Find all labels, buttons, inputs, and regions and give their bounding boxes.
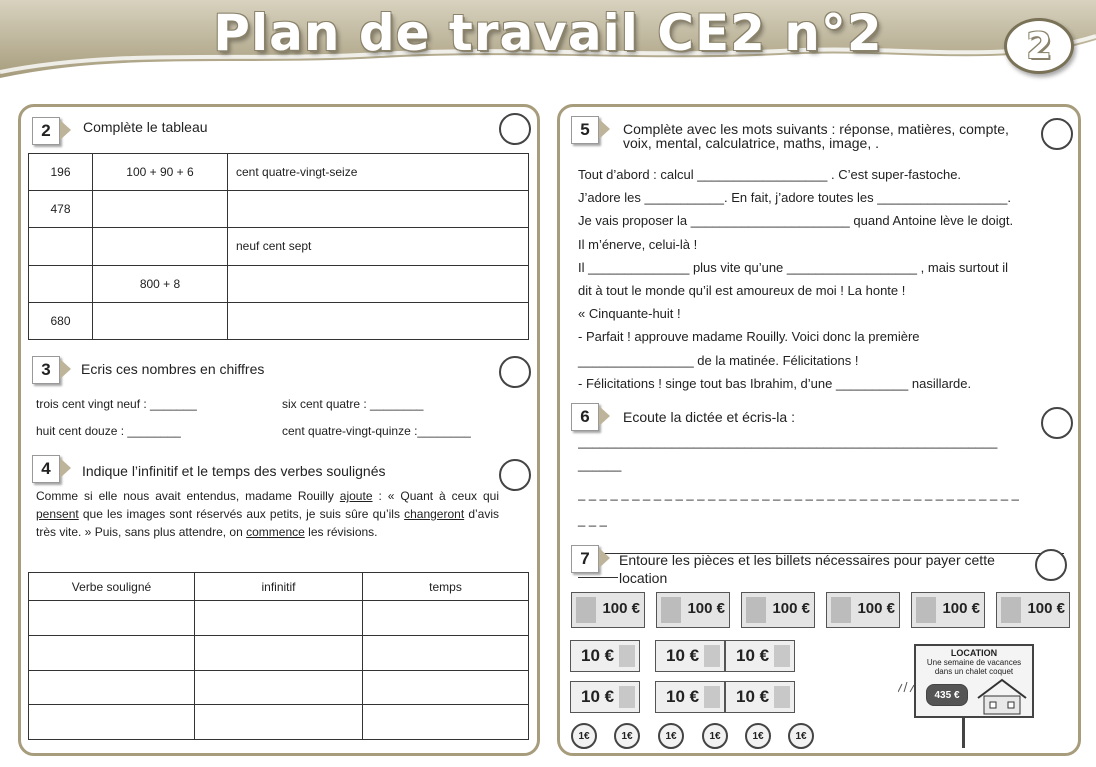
exercise-5-text bbox=[578, 163, 1062, 395]
sign-post bbox=[962, 718, 965, 748]
table-row bbox=[29, 265, 529, 302]
bill-100-euro[interactable]: 100 € bbox=[656, 592, 730, 628]
bill-10-euro[interactable]: 10 € bbox=[725, 681, 795, 713]
location-title: LOCATION bbox=[950, 648, 998, 658]
exercise-2-instruction: Complète le tableau bbox=[83, 119, 208, 135]
table-cell[interactable] bbox=[228, 265, 529, 302]
underlined-verb: pensent bbox=[36, 507, 79, 521]
table-cell[interactable] bbox=[29, 228, 93, 265]
text-line: « Cinquante-huit ! bbox=[578, 306, 681, 322]
underlined-verb: changeront bbox=[404, 507, 465, 521]
exercise-2-check-circle[interactable] bbox=[499, 113, 531, 145]
exercise-5-badge: 5 bbox=[571, 116, 601, 142]
arrow-icon bbox=[60, 359, 71, 379]
coin-1-euro[interactable]: 1€ bbox=[571, 723, 597, 749]
location-line-1: Une semaine de vacances bbox=[926, 658, 1022, 667]
verb-table bbox=[28, 572, 529, 740]
exercise-3-badge: 3 bbox=[32, 356, 62, 382]
table-cell[interactable] bbox=[363, 601, 529, 636]
table-cell[interactable] bbox=[29, 265, 93, 302]
table-cell[interactable] bbox=[195, 601, 363, 636]
exercise-4-passage: Comme si elle nous avait entendus, madame Rouilly ajoute : « Quant à ceux qui pensent que les images sont réservés aux petits, je suis sûre qu’ils changeront d’avis très vite. » Puis, sans plus attendre, on commence les révisions. bbox=[36, 489, 499, 539]
text-line: Tout d’abord : calcul __________________ . C’est super-fastoche. bbox=[578, 167, 962, 182]
header-infinitif: infinitif bbox=[195, 573, 363, 601]
text-line: ________________ de la matinée. Félicitations ! bbox=[578, 352, 859, 368]
bill-10-euro[interactable]: 10 € bbox=[655, 681, 725, 713]
bill-100-euro[interactable]: 100 € bbox=[826, 592, 900, 628]
exercise-3-item-4: cent quatre-vingt-quinze :________ bbox=[282, 424, 471, 438]
table-row bbox=[29, 228, 529, 265]
portrait-icon bbox=[831, 597, 851, 623]
text-line: J’adore les ___________. En fait, j’adore toutes les __________________. bbox=[578, 190, 1011, 206]
table-cell[interactable] bbox=[93, 191, 228, 228]
table-cell: 100 + 90 + 6 bbox=[93, 154, 228, 191]
separator-line bbox=[578, 577, 618, 578]
portrait-icon bbox=[704, 686, 720, 708]
table-cell[interactable] bbox=[363, 705, 529, 740]
coin-1-euro[interactable]: 1€ bbox=[745, 723, 771, 749]
table-cell[interactable] bbox=[363, 670, 529, 705]
exercise-3-item-2: six cent quatre : ________ bbox=[282, 397, 424, 411]
exercise-3-item-3: huit cent douze : ________ bbox=[36, 424, 181, 438]
table-row bbox=[29, 191, 529, 228]
table-cell[interactable] bbox=[93, 228, 228, 265]
portrait-icon bbox=[619, 686, 635, 708]
bill-10-euro[interactable]: 10 € bbox=[570, 640, 640, 672]
table-cell[interactable] bbox=[228, 191, 529, 228]
exercise-4-check-circle[interactable] bbox=[499, 459, 531, 491]
dictation-line[interactable]: ______ bbox=[578, 457, 622, 472]
arrow-icon bbox=[599, 119, 610, 139]
text-line: - Parfait ! approuve madame Rouilly. Voici donc la première bbox=[578, 329, 920, 345]
location-sign bbox=[914, 644, 1034, 718]
table-cell: neuf cent sept bbox=[228, 228, 529, 265]
text-line: Je vais proposer la ______________________ quand Antoine lève le doigt. bbox=[578, 213, 1014, 229]
portrait-icon bbox=[916, 597, 936, 623]
table-cell[interactable] bbox=[29, 601, 195, 636]
exercise-3-check-circle[interactable] bbox=[499, 356, 531, 388]
underlined-verb: ajoute bbox=[339, 489, 373, 503]
exercise-2-badge: 2 bbox=[32, 117, 62, 143]
bill-100-euro[interactable]: 100 € bbox=[741, 592, 815, 628]
text-line: Il ______________ plus vite qu’une __________________ , mais surtout il bbox=[578, 259, 1009, 275]
exercise-4-instruction: Indique l’infinitif et le temps des verbes soulignés bbox=[82, 463, 386, 479]
table-cell[interactable] bbox=[93, 302, 228, 339]
number-table bbox=[28, 153, 529, 340]
exercise-7-check-circle[interactable] bbox=[1035, 549, 1067, 581]
location-price: 435 € bbox=[926, 684, 968, 706]
exercise-5-instruction: Complète avec les mots suivants : réponse, matières, compte, voix, mental, calculatrice, maths, image, . bbox=[623, 121, 1009, 151]
grass-icon bbox=[898, 682, 918, 694]
table-cell[interactable] bbox=[195, 635, 363, 670]
portrait-icon bbox=[774, 645, 790, 667]
dictation-line[interactable]: __________________________________________________________ bbox=[578, 434, 998, 449]
portrait-icon bbox=[661, 597, 681, 623]
table-cell[interactable] bbox=[29, 705, 195, 740]
text-line: Il m’énerve, celui-là ! bbox=[578, 236, 698, 252]
portrait-icon bbox=[619, 645, 635, 667]
exercise-6-instruction: Ecoute la dictée et écris-la : bbox=[623, 409, 795, 425]
coin-1-euro[interactable]: 1€ bbox=[614, 723, 640, 749]
bill-100-euro[interactable]: 100 € bbox=[571, 592, 645, 628]
exercise-6-badge: 6 bbox=[571, 403, 601, 429]
table-cell[interactable] bbox=[363, 635, 529, 670]
table-row bbox=[29, 302, 529, 339]
dictation-line[interactable]: _ _ _ bbox=[578, 512, 607, 527]
exercise-3-instruction: Ecris ces nombres en chiffres bbox=[81, 361, 265, 377]
table-cell[interactable] bbox=[195, 705, 363, 740]
coin-1-euro[interactable]: 1€ bbox=[658, 723, 684, 749]
coin-1-euro[interactable]: 1€ bbox=[702, 723, 728, 749]
bill-100-euro[interactable]: 100 € bbox=[911, 592, 985, 628]
bill-100-euro[interactable]: 100 € bbox=[996, 592, 1070, 628]
exercise-7-badge: 7 bbox=[571, 545, 601, 571]
location-line-2: dans un chalet coquet bbox=[934, 667, 1014, 676]
dictation-line[interactable]: _ _ _ _ _ _ _ _ _ _ _ _ _ _ _ _ _ _ _ _ _ _ _ _ _ _ _ _ _ _ _ _ _ _ _ _ _ _ _ _ _ bbox=[578, 486, 1019, 501]
table-cell: 800 + 8 bbox=[93, 265, 228, 302]
arrow-icon bbox=[599, 548, 610, 568]
portrait-icon bbox=[1001, 597, 1021, 623]
page-title: Plan de travail CE2 n°2 bbox=[213, 4, 883, 62]
table-cell[interactable] bbox=[29, 635, 195, 670]
table-row bbox=[29, 154, 529, 191]
table-cell: 196 bbox=[29, 154, 93, 191]
header-verbe: Verbe souligné bbox=[29, 573, 195, 601]
arrow-icon bbox=[60, 458, 71, 478]
exercise-5-check-circle[interactable] bbox=[1041, 118, 1073, 150]
bill-10-euro[interactable]: 10 € bbox=[570, 681, 640, 713]
header-temps: temps bbox=[363, 573, 529, 601]
arrow-icon bbox=[599, 406, 610, 426]
text-line: - Félicitations ! singe tout bas Ibrahim, d’une __________ nasillarde. bbox=[578, 375, 972, 391]
table-cell: 680 bbox=[29, 302, 93, 339]
table-cell: 478 bbox=[29, 191, 93, 228]
table-cell[interactable] bbox=[195, 670, 363, 705]
table-cell[interactable] bbox=[228, 302, 529, 339]
bill-10-euro[interactable]: 10 € bbox=[655, 640, 725, 672]
bill-10-euro[interactable]: 10 € bbox=[725, 640, 795, 672]
table-cell[interactable] bbox=[29, 670, 195, 705]
portrait-icon bbox=[704, 645, 720, 667]
plan-number-badge: 2 bbox=[1004, 18, 1074, 74]
coin-1-euro[interactable]: 1€ bbox=[788, 723, 814, 749]
exercise-7-instruction: Entoure les pièces et les billets nécessaires pour payer cette location bbox=[619, 552, 995, 586]
chalet-icon bbox=[974, 676, 1030, 716]
table-cell: cent quatre-vingt-seize bbox=[228, 154, 529, 191]
portrait-icon bbox=[774, 686, 790, 708]
portrait-icon bbox=[746, 597, 766, 623]
text-line: dit à tout le monde qu’il est amoureux de moi ! La honte ! bbox=[578, 283, 906, 299]
exercise-4-badge: 4 bbox=[32, 455, 62, 481]
portrait-icon bbox=[576, 597, 596, 623]
exercise-3-item-1: trois cent vingt neuf : _______ bbox=[36, 397, 197, 411]
underlined-verb: commence bbox=[246, 525, 305, 539]
arrow-icon bbox=[60, 120, 71, 140]
